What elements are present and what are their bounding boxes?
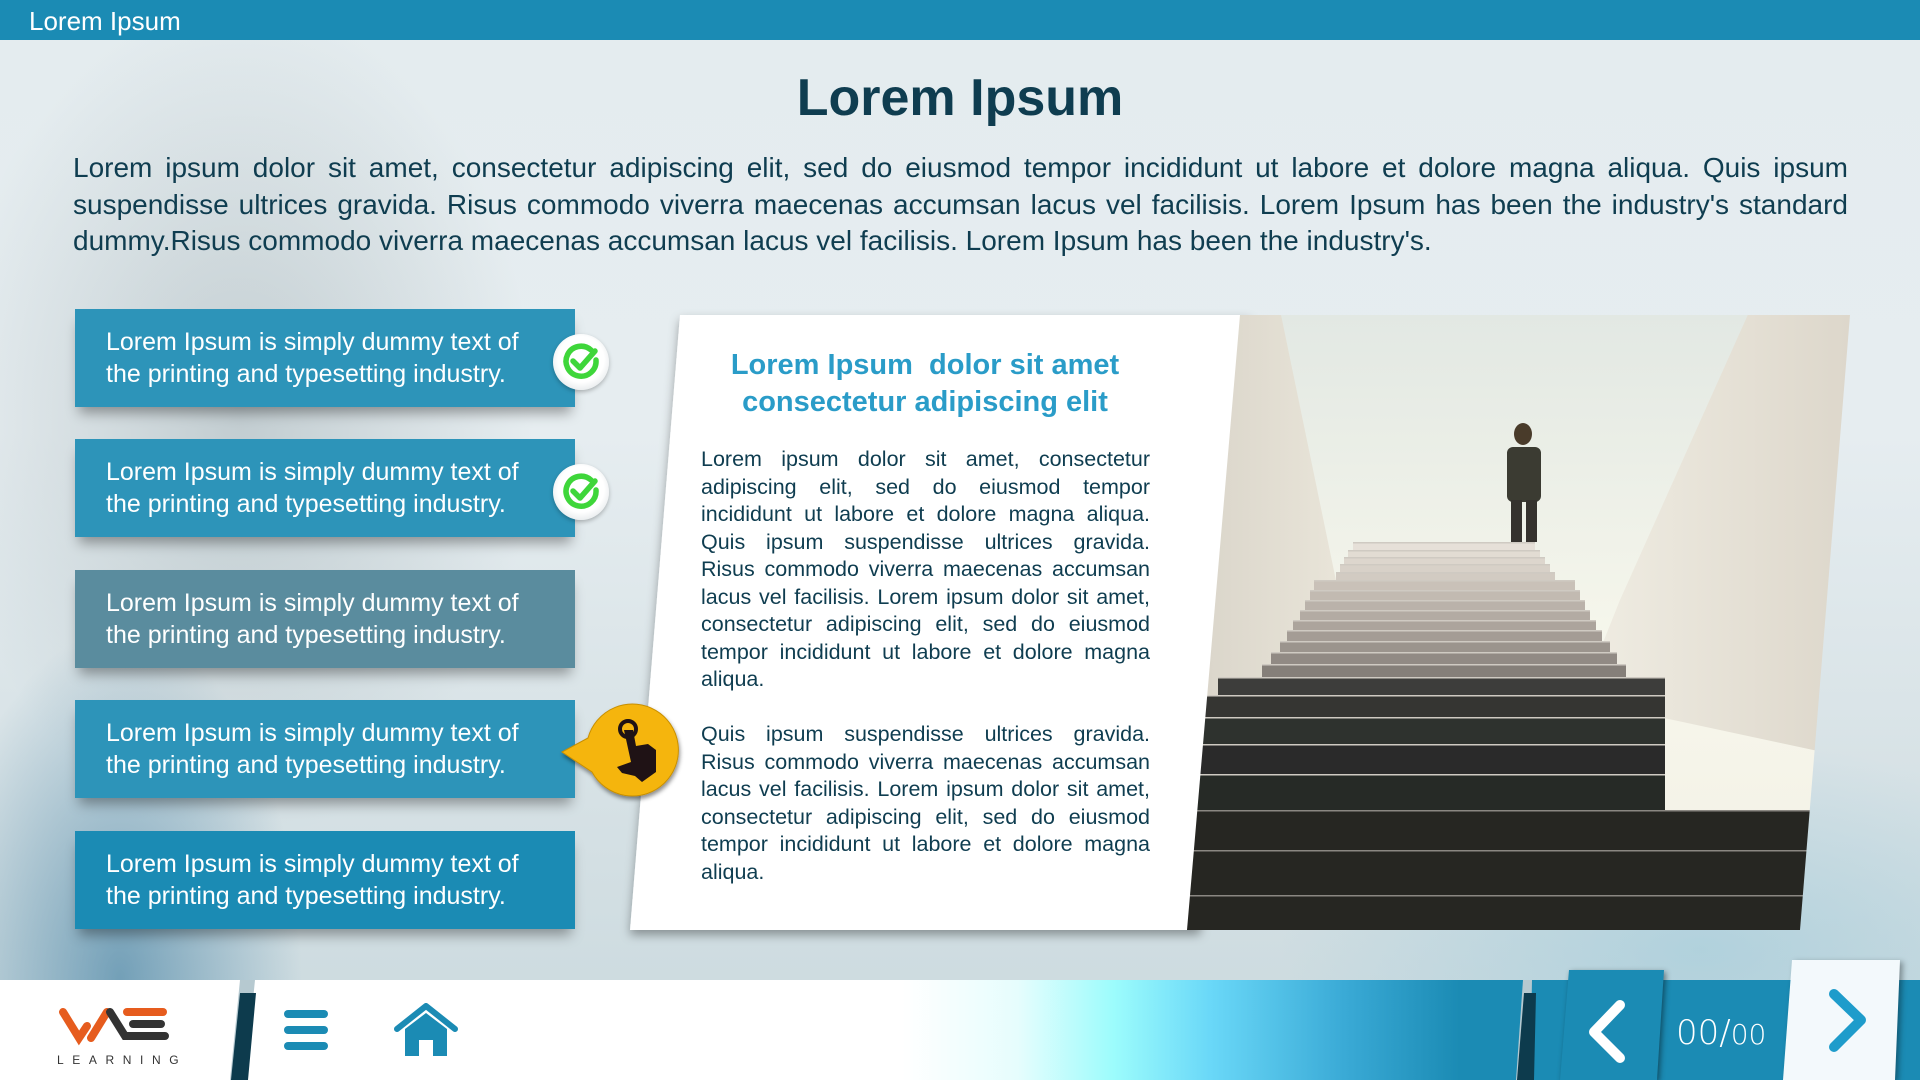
item-text-line1: Lorem Ipsum is simply dummy text of <box>106 850 519 878</box>
item-text-line2: the printing and typesetting industry. <box>106 490 506 518</box>
item-text-line2: the printing and typesetting industry. <box>106 882 506 910</box>
counter-separator: / <box>1719 1013 1731 1053</box>
counter-total: 00 <box>1730 1018 1767 1051</box>
item-text-line1: Lorem Ipsum is simply dummy text of <box>106 458 519 486</box>
item-text-line1: Lorem Ipsum is simply dummy text of <box>106 589 519 617</box>
counter-current: 00 <box>1676 1013 1720 1053</box>
page-counter <box>1676 1013 1766 1053</box>
item-text-line2: the printing and typesetting industry. <box>106 751 506 779</box>
item-text-line1: Lorem Ipsum is simply dummy text of <box>106 719 519 747</box>
card-title-line2: consectetur adipiscing elit <box>742 386 1108 418</box>
item-text-line2: the printing and typesetting industry. <box>106 621 506 649</box>
item-text-line2: the printing and typesetting industry. <box>106 360 506 388</box>
page-title: Lorem Ipsum <box>796 69 1124 127</box>
intro-paragraph: Lorem ipsum dolor sit amet, consectetur adipiscing elit, sed do eiusmod tempor incididunt ut labore et dolore magna aliqua. Quis ipsum suspendisse ultrices gravida. Risus commodo viverra maecenas accumsan lacus vel facilisis. Lorem Ipsum has been the industry's standard dummy.Risus commodo viverra maecenas accumsan lacus vel facilisis. Lorem Ipsum has been the industry's. <box>73 152 1848 256</box>
card-paragraph-1: Lorem ipsum dolor sit amet, consectetur adipiscing elit, sed do eiusmod tempor incididunt ut labore et dolore magna aliqua. Quis ipsum suspendisse ultrices gravida. Risus commodo viverra maecenas accumsan lacus vel facilisis. Lorem ipsum dolor sit amet, consectetur adipiscing elit, sed do eiusmod tempor incididunt ut labore et dolore magna aliqua. <box>701 447 1150 691</box>
card-title-line1: Lorem Ipsum dolor sit amet <box>730 349 1120 381</box>
course-title: Lorem Ipsum <box>29 6 181 36</box>
hamburger-menu-icon[interactable] <box>282 1008 330 1052</box>
logo-text: LEARNING <box>57 1053 188 1067</box>
next-button[interactable] <box>1787 962 1897 1080</box>
home-icon[interactable] <box>393 1003 459 1057</box>
item-text-line1: Lorem Ipsum is simply dummy text of <box>106 328 519 356</box>
card-paragraph-2: Quis ipsum suspendisse ultrices gravida. Risus commodo viverra maecenas accumsan lacus vel facilisis. Lorem ipsum dolor sit amet, consectetur adipiscing elit, sed do eiusmod tempor incididunt ut labore et dolore magna aliqua. <box>701 722 1150 884</box>
prev-button[interactable] <box>1565 975 1660 1080</box>
